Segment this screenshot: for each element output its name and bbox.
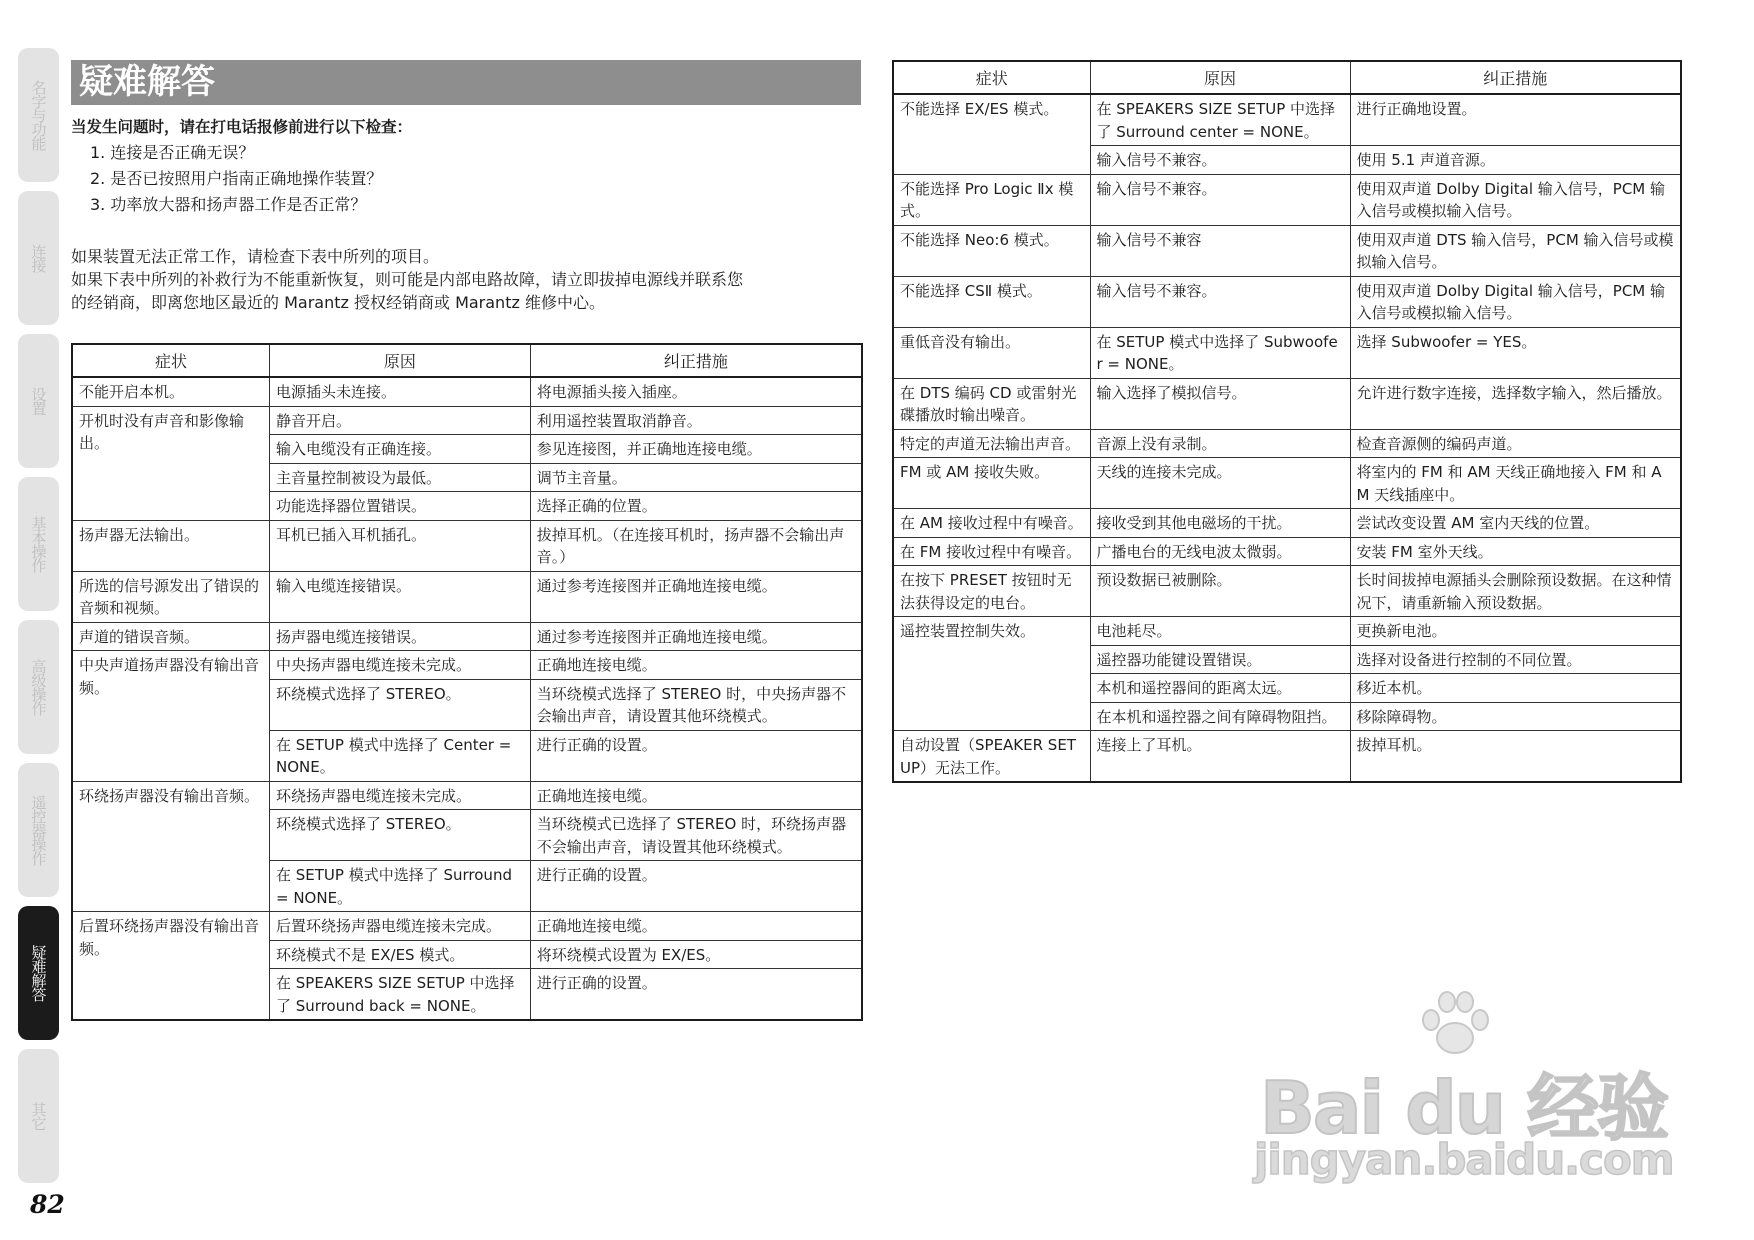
header-symptom: 症状 xyxy=(72,344,270,377)
tab-remote-operation[interactable] xyxy=(18,763,59,897)
page-number: 82 xyxy=(30,1190,65,1219)
note-line: 如果下表中所列的补救行为不能重新恢复，则可能是内部电路故障，请立即拔掉电源线并联系您 xyxy=(71,270,744,289)
symptom-cell: 在 AM 接收过程中有噪音。 xyxy=(893,509,1090,538)
cause-cell: 输入选择了模拟信号。 xyxy=(1090,378,1350,429)
cause-cell: 在 SETUP 模式中选择了 Surround = NONE。 xyxy=(270,861,531,912)
cause-cell: 输入电缆连接错误。 xyxy=(270,571,531,622)
symptom-cell: 遥控装置控制失效。 xyxy=(893,617,1090,731)
table-header xyxy=(893,61,1681,94)
fix-cell: 当环绕模式选择了 STEREO 时，中央扬声器不会输出声音，请设置其他环绕模式。 xyxy=(530,679,862,730)
paw-icon xyxy=(1415,990,1495,1060)
cause-cell: 扬声器电缆连接错误。 xyxy=(270,622,531,651)
symptom-cell: 中央声道扬声器没有输出音频。 xyxy=(72,651,270,782)
table-row xyxy=(893,537,1681,566)
symptom-cell: 不能选择 Neo:6 模式。 xyxy=(893,225,1090,276)
table-row xyxy=(893,327,1681,378)
tab-label: 疑难解答 xyxy=(29,945,48,1001)
checklist-item: 2. 是否已按照用户指南正确地操作装置？ xyxy=(90,169,383,188)
fix-cell: 正确地连接电缆。 xyxy=(530,912,862,941)
fix-cell: 移除障碍物。 xyxy=(1350,702,1681,731)
fix-cell: 选择 Subwoofer = YES。 xyxy=(1350,327,1681,378)
fix-cell: 安装 FM 室外天线。 xyxy=(1350,537,1681,566)
fix-cell: 移近本机。 xyxy=(1350,674,1681,703)
fix-cell: 选择对设备进行控制的不同位置。 xyxy=(1350,645,1681,674)
tab-label: 基本操作 xyxy=(29,516,48,572)
tab-setup[interactable] xyxy=(18,334,59,468)
fix-cell: 进行正确的设置。 xyxy=(530,861,862,912)
header-symptom: 症状 xyxy=(893,61,1090,94)
baidu-watermark xyxy=(1250,990,1680,1190)
symptom-cell: 扬声器无法输出。 xyxy=(72,520,270,571)
cause-cell: 主音量控制被设为最低。 xyxy=(270,463,531,492)
cause-cell: 输入电缆没有正确连接。 xyxy=(270,435,531,464)
cause-cell: 广播电台的无线电波太微弱。 xyxy=(1090,537,1350,566)
symptom-cell: FM 或 AM 接收失败。 xyxy=(893,458,1090,509)
fix-cell: 使用 5.1 声道音源。 xyxy=(1350,146,1681,175)
table-row xyxy=(893,731,1681,783)
tab-others[interactable] xyxy=(18,1049,59,1183)
tab-label: 名字与功能 xyxy=(29,80,48,150)
tab-label: 遥控器操作 xyxy=(29,795,48,865)
table-row xyxy=(893,458,1681,509)
table-row xyxy=(72,912,862,941)
cause-cell: 连接上了耳机。 xyxy=(1090,731,1350,783)
fix-cell: 更换新电池。 xyxy=(1350,617,1681,646)
tab-names-and-functions[interactable] xyxy=(18,48,59,182)
cause-cell: 在 SPEAKERS SIZE SETUP 中选择了 Surround back = NONE。 xyxy=(270,969,531,1021)
page-title: 疑难解答 xyxy=(71,60,861,105)
cause-cell: 输入信号不兼容。 xyxy=(1090,146,1350,175)
cause-cell: 在 SETUP 模式中选择了 Subwoofer = NONE。 xyxy=(1090,327,1350,378)
symptom-cell: 声道的错误音频。 xyxy=(72,622,270,651)
watermark-url: jingyan.baidu.com xyxy=(1254,1135,1674,1184)
table-row xyxy=(893,509,1681,538)
cause-cell: 后置环绕扬声器电缆连接未完成。 xyxy=(270,912,531,941)
cause-cell: 输入信号不兼容 xyxy=(1090,225,1350,276)
fix-cell: 进行正确地设置。 xyxy=(1350,94,1681,146)
fix-cell: 通过参考连接图并正确地连接电缆。 xyxy=(530,622,862,651)
header-cause: 原因 xyxy=(270,344,531,377)
tab-basic-operation[interactable] xyxy=(18,477,59,611)
fix-cell: 进行正确的设置。 xyxy=(530,969,862,1021)
table-row xyxy=(72,622,862,651)
table-row xyxy=(893,276,1681,327)
fix-cell: 正确地连接电缆。 xyxy=(530,781,862,810)
cause-cell: 预设数据已被删除。 xyxy=(1090,566,1350,617)
tab-label: 设置 xyxy=(29,387,48,415)
note-line: 的经销商，即离您地区最近的 Marantz 授权经销商或 Marantz 维修中心。 xyxy=(71,293,605,312)
cause-cell: 环绕扬声器电缆连接未完成。 xyxy=(270,781,531,810)
intro-text: 当发生问题时，请在打电话报修前进行以下检查： xyxy=(71,118,413,136)
fix-cell: 选择正确的位置。 xyxy=(530,492,862,521)
cause-cell: 音源上没有录制。 xyxy=(1090,429,1350,458)
table-row xyxy=(893,617,1681,646)
fix-cell: 将室内的 FM 和 AM 天线正确地接入 FM 和 AM 天线插座中。 xyxy=(1350,458,1681,509)
fix-cell: 使用双声道 DTS 输入信号，PCM 输入信号或模拟输入信号。 xyxy=(1350,225,1681,276)
fix-cell: 尝试改变设置 AM 室内天线的位置。 xyxy=(1350,509,1681,538)
tab-label: 高级操作 xyxy=(29,659,48,715)
cause-cell: 在本机和遥控器之间有障碍物阻挡。 xyxy=(1090,702,1350,731)
symptom-cell: 环绕扬声器没有输出音频。 xyxy=(72,781,270,912)
symptom-cell: 不能选择 CSⅡ 模式。 xyxy=(893,276,1090,327)
fix-cell: 使用双声道 Dolby Digital 输入信号，PCM 输入信号或模拟输入信号。 xyxy=(1350,174,1681,225)
fix-cell: 拔掉耳机。（在连接耳机时，扬声器不会输出声音。） xyxy=(530,520,862,571)
table-row xyxy=(893,225,1681,276)
symptom-cell: 在按下 PRESET 按钮时无法获得设定的电台。 xyxy=(893,566,1090,617)
header-cause: 原因 xyxy=(1090,61,1350,94)
cause-cell: 环绕模式选择了 STEREO。 xyxy=(270,679,531,730)
tab-label: 连接 xyxy=(29,244,48,272)
cause-cell: 天线的连接未完成。 xyxy=(1090,458,1350,509)
fix-cell: 将电源插头接入插座。 xyxy=(530,377,862,406)
fix-cell: 检查音源侧的编码声道。 xyxy=(1350,429,1681,458)
table-row xyxy=(893,378,1681,429)
symptom-cell: 特定的声道无法输出声音。 xyxy=(893,429,1090,458)
table-row xyxy=(72,571,862,622)
note-line: 如果装置无法正常工作，请检查下表中所列的项目。 xyxy=(71,247,440,266)
cause-cell: 在 SPEAKERS SIZE SETUP 中选择了 Surround center = NONE。 xyxy=(1090,94,1350,146)
cause-cell: 环绕模式选择了 STEREO。 xyxy=(270,810,531,861)
fix-cell: 通过参考连接图并正确地连接电缆。 xyxy=(530,571,862,622)
symptom-cell: 开机时没有声音和影像输出。 xyxy=(72,406,270,520)
table-row xyxy=(893,174,1681,225)
symptom-cell: 不能选择 EX/ES 模式。 xyxy=(893,94,1090,174)
symptom-cell: 自动设置（SPEAKER SETUP）无法工作。 xyxy=(893,731,1090,783)
note-paragraph xyxy=(71,245,866,314)
fix-cell: 利用遥控装置取消静音。 xyxy=(530,406,862,435)
table-row xyxy=(893,429,1681,458)
table-row xyxy=(72,406,862,435)
cause-cell: 在 SETUP 模式中选择了 Center = NONE。 xyxy=(270,730,531,781)
fix-cell: 使用双声道 Dolby Digital 输入信号，PCM 输入信号或模拟输入信号。 xyxy=(1350,276,1681,327)
table-row xyxy=(72,651,862,680)
table-row xyxy=(72,520,862,571)
fix-cell: 允许进行数字连接，选择数字输入，然后播放。 xyxy=(1350,378,1681,429)
troubleshooting-table-left xyxy=(71,343,863,1021)
symptom-cell: 所选的信号源发出了错误的音频和视频。 xyxy=(72,571,270,622)
table-row xyxy=(893,94,1681,146)
table-header xyxy=(72,344,862,377)
cause-cell: 输入信号不兼容。 xyxy=(1090,174,1350,225)
tab-connections[interactable] xyxy=(18,191,59,325)
checklist xyxy=(90,140,382,218)
header-fix: 纠正措施 xyxy=(1350,61,1681,94)
symptom-cell: 不能选择 Pro Logic Ⅱx 模式。 xyxy=(893,174,1090,225)
cause-cell: 功能选择器位置错误。 xyxy=(270,492,531,521)
troubleshooting-table-right xyxy=(892,60,1682,783)
watermark-logo: Bai du 经验 xyxy=(1260,1066,1668,1150)
table-row xyxy=(893,566,1681,617)
cause-cell: 耳机已插入耳机插孔。 xyxy=(270,520,531,571)
fix-cell: 当环绕模式已选择了 STEREO 时，环绕扬声器不会输出声音，请设置其他环绕模式。 xyxy=(530,810,862,861)
table-row xyxy=(72,781,862,810)
fix-cell: 进行正确的设置。 xyxy=(530,730,862,781)
cause-cell: 遥控器功能键设置错误。 xyxy=(1090,645,1350,674)
fix-cell: 正确地连接电缆。 xyxy=(530,651,862,680)
tab-label: 其它 xyxy=(29,1102,48,1130)
symptom-cell: 在 FM 接收过程中有噪音。 xyxy=(893,537,1090,566)
table-body xyxy=(893,94,1681,782)
fix-cell: 调节主音量。 xyxy=(530,463,862,492)
checklist-item: 3. 功率放大器和扬声器工作是否正常？ xyxy=(90,195,367,214)
tab-troubleshooting[interactable] xyxy=(18,906,59,1040)
fix-cell: 参见连接图，并正确地连接电缆。 xyxy=(530,435,862,464)
cause-cell: 电源插头未连接。 xyxy=(270,377,531,406)
cause-cell: 静音开启。 xyxy=(270,406,531,435)
checklist-item: 1. 连接是否正确无误？ xyxy=(90,143,255,162)
cause-cell: 中央扬声器电缆连接未完成。 xyxy=(270,651,531,680)
table-row xyxy=(72,377,862,406)
symptom-cell: 重低音没有输出。 xyxy=(893,327,1090,378)
cause-cell: 接收受到其他电磁场的干扰。 xyxy=(1090,509,1350,538)
cause-cell: 输入信号不兼容。 xyxy=(1090,276,1350,327)
fix-cell: 长时间拔掉电源插头会删除预设数据。在这种情况下，请重新输入预设数据。 xyxy=(1350,566,1681,617)
cause-cell: 本机和遥控器间的距离太远。 xyxy=(1090,674,1350,703)
header-fix: 纠正措施 xyxy=(530,344,862,377)
tab-advanced-operation[interactable] xyxy=(18,620,59,754)
symptom-cell: 在 DTS 编码 CD 或雷射光碟播放时输出噪音。 xyxy=(893,378,1090,429)
cause-cell: 电池耗尽。 xyxy=(1090,617,1350,646)
symptom-cell: 后置环绕扬声器没有输出音频。 xyxy=(72,912,270,1021)
fix-cell: 将环绕模式设置为 EX/ES。 xyxy=(530,940,862,969)
fix-cell: 拔掉耳机。 xyxy=(1350,731,1681,783)
table-body xyxy=(72,377,862,1020)
cause-cell: 环绕模式不是 EX/ES 模式。 xyxy=(270,940,531,969)
symptom-cell: 不能开启本机。 xyxy=(72,377,270,406)
